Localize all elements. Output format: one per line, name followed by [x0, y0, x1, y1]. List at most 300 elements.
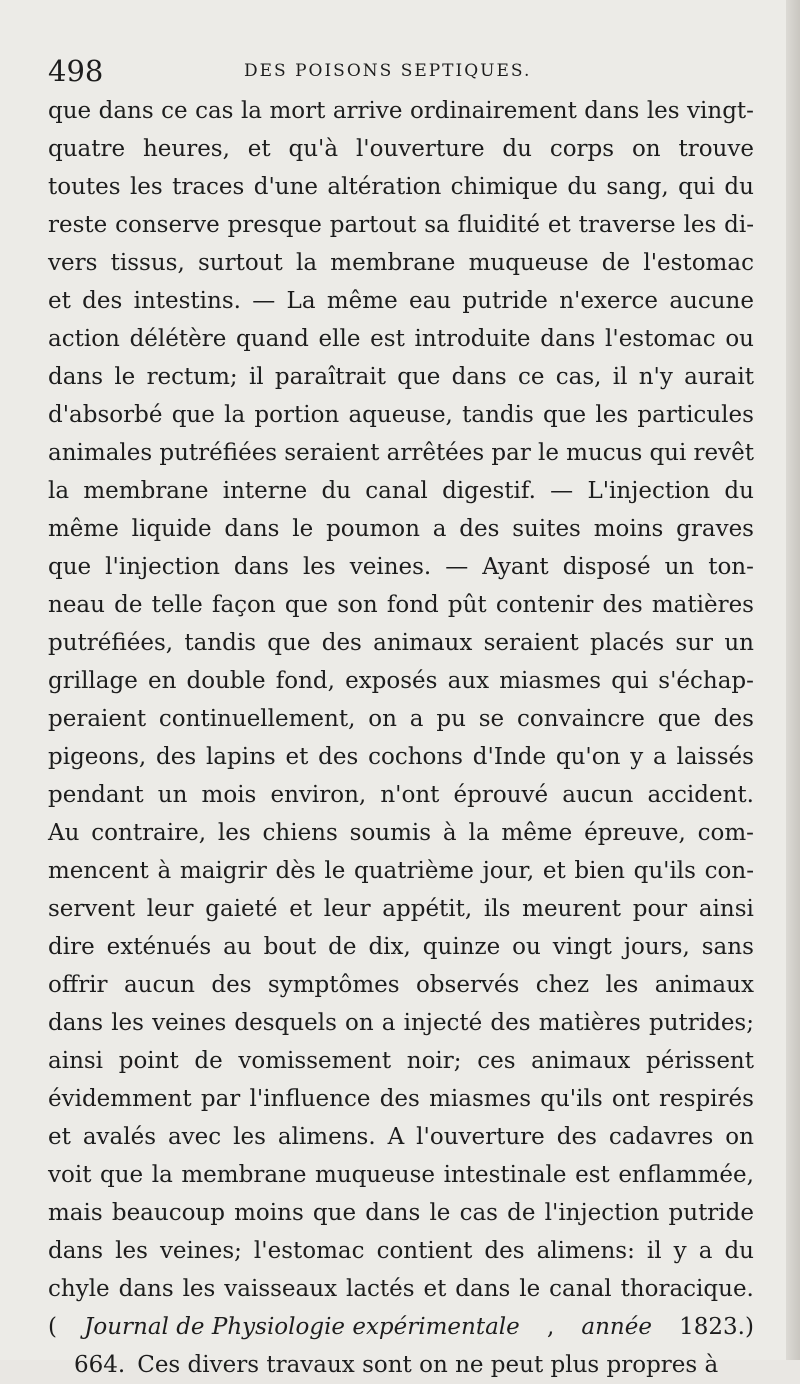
word: placés	[590, 630, 665, 656]
word: chimique	[450, 174, 559, 200]
word: vaisseaux	[224, 1276, 338, 1302]
word: évidemment	[48, 1086, 192, 1112]
word: membrane	[181, 1162, 307, 1188]
word: ils	[483, 896, 511, 922]
citation-open: (	[48, 1314, 57, 1340]
word: enflammée,	[618, 1162, 754, 1188]
word: les	[182, 1276, 216, 1302]
word: a	[652, 744, 667, 770]
word: convaincre	[517, 706, 645, 732]
word: du	[502, 136, 532, 162]
word: cas,	[555, 364, 602, 390]
word: a	[381, 1010, 396, 1036]
word: meurent	[522, 896, 622, 922]
word: altération	[327, 174, 442, 200]
word: traverse	[578, 212, 676, 238]
word: de	[114, 592, 143, 618]
word: portion	[254, 402, 340, 428]
word: moins	[234, 1200, 304, 1226]
word: fluidité	[457, 212, 541, 238]
word: à	[157, 858, 172, 884]
word: il	[646, 1238, 662, 1264]
text-line	[48, 206, 754, 244]
word: et	[542, 858, 566, 884]
word: qui	[649, 440, 687, 466]
word: mencent	[48, 858, 149, 884]
word: gaieté	[205, 896, 278, 922]
word: servent	[48, 896, 136, 922]
word: dans	[48, 364, 104, 390]
word: est	[575, 1162, 610, 1188]
text-line	[48, 624, 754, 662]
word: graves	[676, 516, 754, 542]
word: dans	[48, 1238, 104, 1264]
word: particules	[637, 402, 754, 428]
word: on	[725, 1124, 754, 1150]
text-line	[48, 1004, 754, 1042]
text-line	[48, 738, 754, 776]
word: vomissement	[238, 1048, 392, 1074]
word: que	[100, 1162, 144, 1188]
word: di-	[724, 212, 754, 238]
word: aucun	[123, 972, 195, 998]
text-line	[48, 776, 754, 814]
word: éprouvé	[453, 782, 549, 808]
word: des	[556, 1124, 597, 1150]
citation-annee: année	[581, 1314, 652, 1340]
word: intestins.	[133, 288, 241, 314]
word: aux	[447, 668, 490, 694]
word: l'injection	[105, 554, 220, 580]
word: l'estomac	[253, 1238, 365, 1264]
word: ou	[725, 326, 754, 352]
word: quatre	[48, 136, 126, 162]
word: qui	[611, 668, 649, 694]
word: d'Inde	[472, 744, 547, 770]
word: soumis	[349, 820, 432, 846]
word: et	[48, 288, 71, 314]
word: Au	[48, 820, 80, 846]
word: seraient	[284, 440, 380, 466]
word: et	[547, 212, 571, 238]
word: fond,	[275, 668, 335, 694]
citation-year: 1823.)	[679, 1314, 754, 1340]
word: veines;	[159, 1238, 242, 1264]
word: sans	[701, 934, 754, 960]
word: elle	[318, 326, 361, 352]
word: l'injection	[544, 1200, 660, 1226]
word: animaux	[654, 972, 754, 998]
word: contient	[376, 1238, 473, 1264]
word: cochons	[368, 744, 463, 770]
word: n'ont	[380, 782, 440, 808]
word: dans	[455, 1276, 511, 1302]
word: et	[48, 1124, 71, 1150]
text-line	[48, 244, 754, 282]
word: surtout	[197, 250, 283, 276]
word: traces	[172, 174, 245, 200]
word: neau	[48, 592, 105, 618]
word: s'échap-	[658, 668, 754, 694]
text-line	[48, 1156, 754, 1194]
word: dix,	[368, 934, 411, 960]
word: de	[194, 1048, 223, 1074]
word: d'une	[253, 174, 319, 200]
word: suites	[512, 516, 581, 542]
word: au	[223, 934, 252, 960]
word: ainsi	[48, 1048, 104, 1074]
word: l'influence	[249, 1086, 371, 1112]
word: noir;	[406, 1048, 462, 1074]
word: thoracique.	[620, 1276, 754, 1302]
word: dans	[365, 1200, 421, 1226]
word: alimens.	[277, 1124, 376, 1150]
word: mucus	[566, 440, 643, 466]
word: putréfiées	[159, 440, 278, 466]
word: les	[302, 554, 336, 580]
word: presque	[227, 212, 322, 238]
word: que	[397, 364, 441, 390]
word: —	[252, 288, 276, 314]
word: en	[147, 668, 177, 694]
word: du	[321, 478, 352, 504]
word: l'estomac	[605, 326, 716, 352]
word: corps	[549, 136, 615, 162]
word: accident.	[647, 782, 754, 808]
word: pût	[447, 592, 487, 618]
word: le	[114, 364, 136, 390]
word: paraîtrait	[274, 364, 386, 390]
paragraph-number: 664.	[74, 1352, 126, 1378]
word: miasmes	[429, 1086, 531, 1112]
word: le	[324, 858, 346, 884]
word: canal	[365, 478, 428, 504]
word: introduite	[414, 326, 531, 352]
word: chez	[535, 972, 590, 998]
body-text	[48, 92, 754, 1384]
word: vingt-	[687, 98, 754, 124]
word: heures,	[142, 136, 230, 162]
word: injecté	[403, 1010, 483, 1036]
word: appétit,	[382, 896, 473, 922]
running-head: DES POISONS SEPTIQUES.	[244, 61, 532, 81]
text-line	[48, 852, 754, 890]
word: veines	[152, 1010, 227, 1036]
text-line	[48, 814, 754, 852]
word: putride	[668, 1200, 754, 1226]
word: la	[224, 402, 246, 428]
word: aucun	[562, 782, 634, 808]
word: des	[318, 744, 359, 770]
word: la	[151, 1162, 173, 1188]
word: y	[673, 1238, 687, 1264]
word: veines.	[349, 554, 432, 580]
text-line	[48, 662, 754, 700]
citation-comma: ,	[546, 1314, 555, 1340]
word: con-	[704, 858, 754, 884]
word: d'absorbé	[48, 402, 163, 428]
text-line	[48, 130, 754, 168]
word: des	[379, 1086, 420, 1112]
word: n'y	[638, 364, 673, 390]
word: a	[698, 1238, 713, 1264]
text-line	[48, 586, 754, 624]
word: chyle	[48, 1276, 110, 1302]
word: lapins	[205, 744, 276, 770]
text-line	[48, 358, 754, 396]
word: disposé	[562, 554, 651, 580]
word: la	[240, 98, 263, 124]
word: les	[217, 820, 251, 846]
word: matières	[538, 1010, 641, 1036]
word: muqueuse	[315, 1162, 436, 1188]
word: dans	[584, 98, 640, 124]
word: du	[567, 174, 597, 200]
word: que	[48, 98, 92, 124]
word: à	[442, 820, 457, 846]
word: vers	[48, 250, 98, 276]
text-line	[48, 928, 754, 966]
word: —	[445, 554, 469, 580]
word: interne	[222, 478, 308, 504]
word: dans	[233, 554, 289, 580]
word: des	[321, 630, 362, 656]
word: leur	[323, 896, 371, 922]
word: se	[478, 706, 505, 732]
word: et	[289, 896, 313, 922]
word: laissés	[676, 744, 754, 770]
word: seraient	[483, 630, 579, 656]
citation-journal: Journal de Physiologie expérimentale	[84, 1314, 520, 1340]
text-line	[48, 1118, 754, 1156]
word: n'exerce	[559, 288, 659, 314]
word: dans	[98, 98, 154, 124]
word: arrêtées	[386, 440, 485, 466]
word: de	[328, 934, 357, 960]
word: on	[345, 1010, 374, 1036]
word: dans	[451, 364, 507, 390]
paragraph-text: Ces divers travaux sont on ne peut plus propres à	[137, 1352, 719, 1378]
text-line	[48, 92, 754, 130]
word: sang,	[606, 174, 669, 200]
word: ce	[517, 364, 545, 390]
word: des	[156, 744, 197, 770]
word: et	[423, 1276, 447, 1302]
word: que	[171, 402, 215, 428]
word: putrides;	[648, 1010, 754, 1036]
text-line	[48, 890, 754, 928]
word: des	[713, 706, 754, 732]
word: beaucoup	[111, 1200, 225, 1226]
text-line	[48, 168, 754, 206]
word: délétère	[129, 326, 227, 352]
word: qui	[678, 174, 715, 200]
text-line	[48, 1042, 754, 1080]
word: des	[490, 1010, 531, 1036]
word: aurait	[684, 364, 754, 390]
word: peraient	[48, 706, 147, 732]
text-line	[48, 548, 754, 586]
word: du	[724, 478, 754, 504]
word: de	[507, 1200, 536, 1226]
text-line	[48, 700, 754, 738]
word: y	[630, 744, 644, 770]
word: la	[468, 820, 490, 846]
word: il	[612, 364, 628, 390]
word: membrane	[330, 250, 456, 276]
word: chiens	[262, 820, 338, 846]
word: on	[631, 136, 661, 162]
word: ordinairement	[409, 98, 577, 124]
word: canal	[549, 1276, 612, 1302]
word: putride	[462, 288, 548, 314]
word: des	[459, 516, 500, 542]
word: des	[211, 972, 252, 998]
word: dans	[48, 1010, 104, 1036]
word: arrive	[332, 98, 403, 124]
word: pigeons,	[48, 744, 147, 770]
word: que	[312, 1200, 357, 1226]
word: A	[387, 1124, 405, 1150]
word: —	[550, 478, 574, 504]
word: épreuve,	[584, 820, 686, 846]
word: digestif.	[442, 478, 536, 504]
word: les	[233, 1124, 266, 1150]
word: dans	[118, 1276, 174, 1302]
word: quatrième	[354, 858, 474, 884]
word: eau	[408, 288, 452, 314]
word: jour,	[482, 858, 535, 884]
word: dire	[48, 934, 95, 960]
text-line	[48, 472, 754, 510]
word: L'injection	[587, 478, 711, 504]
word: matières	[651, 592, 754, 618]
word: La	[286, 288, 316, 314]
word: périssent	[646, 1048, 754, 1074]
word: l'estomac	[643, 250, 754, 276]
word: mois	[201, 782, 257, 808]
word: le	[519, 1276, 541, 1302]
word: toutes	[48, 174, 121, 200]
word: continuellement,	[158, 706, 356, 732]
text-lines	[48, 92, 754, 1308]
word: que	[657, 706, 701, 732]
text-line	[48, 1194, 754, 1232]
word: façon	[211, 592, 276, 618]
word: quand	[236, 326, 309, 352]
word: il	[248, 364, 264, 390]
word: la	[295, 250, 318, 276]
word: double	[186, 668, 266, 694]
word: poumon	[326, 516, 420, 542]
word: et	[285, 744, 309, 770]
word: ainsi	[698, 896, 754, 922]
word: telle	[151, 592, 203, 618]
word: bout	[263, 934, 317, 960]
word: lactés	[345, 1276, 415, 1302]
word: ces	[477, 1048, 516, 1074]
word: cas	[195, 98, 234, 124]
word: même	[501, 820, 573, 846]
word: animaux	[531, 1048, 631, 1074]
word: du	[724, 1238, 754, 1264]
word: que	[48, 554, 92, 580]
word: com-	[697, 820, 754, 846]
word: tandis	[184, 630, 256, 656]
word: jours,	[623, 934, 690, 960]
word: exténués	[106, 934, 212, 960]
word: un	[157, 782, 188, 808]
word: qu'à	[288, 136, 339, 162]
citation-line	[48, 1308, 754, 1346]
word: des	[602, 592, 643, 618]
word: mort	[269, 98, 326, 124]
word: le	[292, 516, 314, 542]
word: a	[432, 516, 447, 542]
word: l'ouverture	[355, 136, 485, 162]
word: voit	[48, 1162, 92, 1188]
word: que	[284, 592, 329, 618]
word: les	[605, 972, 639, 998]
word: des	[484, 1238, 525, 1264]
word: rectum;	[146, 364, 238, 390]
page-number: 498	[48, 54, 104, 88]
word: pu	[436, 706, 466, 732]
word: animaux	[373, 630, 473, 656]
word: un	[724, 630, 754, 656]
word: dans	[540, 326, 596, 352]
text-line	[48, 1080, 754, 1118]
word: respirés	[659, 1086, 754, 1112]
word: le	[538, 440, 559, 466]
word: un	[664, 554, 695, 580]
word: et	[247, 136, 271, 162]
word: miasmes	[499, 668, 602, 694]
text-line	[48, 1270, 754, 1308]
text-line	[48, 966, 754, 1004]
word: avec	[167, 1124, 222, 1150]
word: dès	[275, 858, 316, 884]
word: par	[491, 440, 531, 466]
word: les	[129, 174, 163, 200]
word: reste	[48, 212, 108, 238]
text-line	[48, 510, 754, 548]
text-line	[48, 282, 754, 320]
word: ont	[611, 1086, 650, 1112]
word: offrir	[48, 972, 108, 998]
word: tissus,	[110, 250, 185, 276]
word: action	[48, 326, 120, 352]
page-header	[48, 52, 754, 90]
word: les	[595, 402, 629, 428]
word: du	[724, 174, 754, 200]
word: vingt	[552, 934, 612, 960]
word: desquels	[234, 1010, 337, 1036]
word: grillage	[48, 668, 138, 694]
word: partout	[329, 212, 417, 238]
word: de	[601, 250, 631, 276]
word: aucune	[669, 288, 754, 314]
word: que	[267, 630, 311, 656]
word: symptômes	[267, 972, 400, 998]
word: qu'on	[555, 744, 621, 770]
word: mais	[48, 1200, 103, 1226]
text-line	[48, 320, 754, 358]
text-line	[48, 1232, 754, 1270]
word: a	[409, 706, 424, 732]
word: fond	[386, 592, 439, 618]
text-line	[48, 396, 754, 434]
